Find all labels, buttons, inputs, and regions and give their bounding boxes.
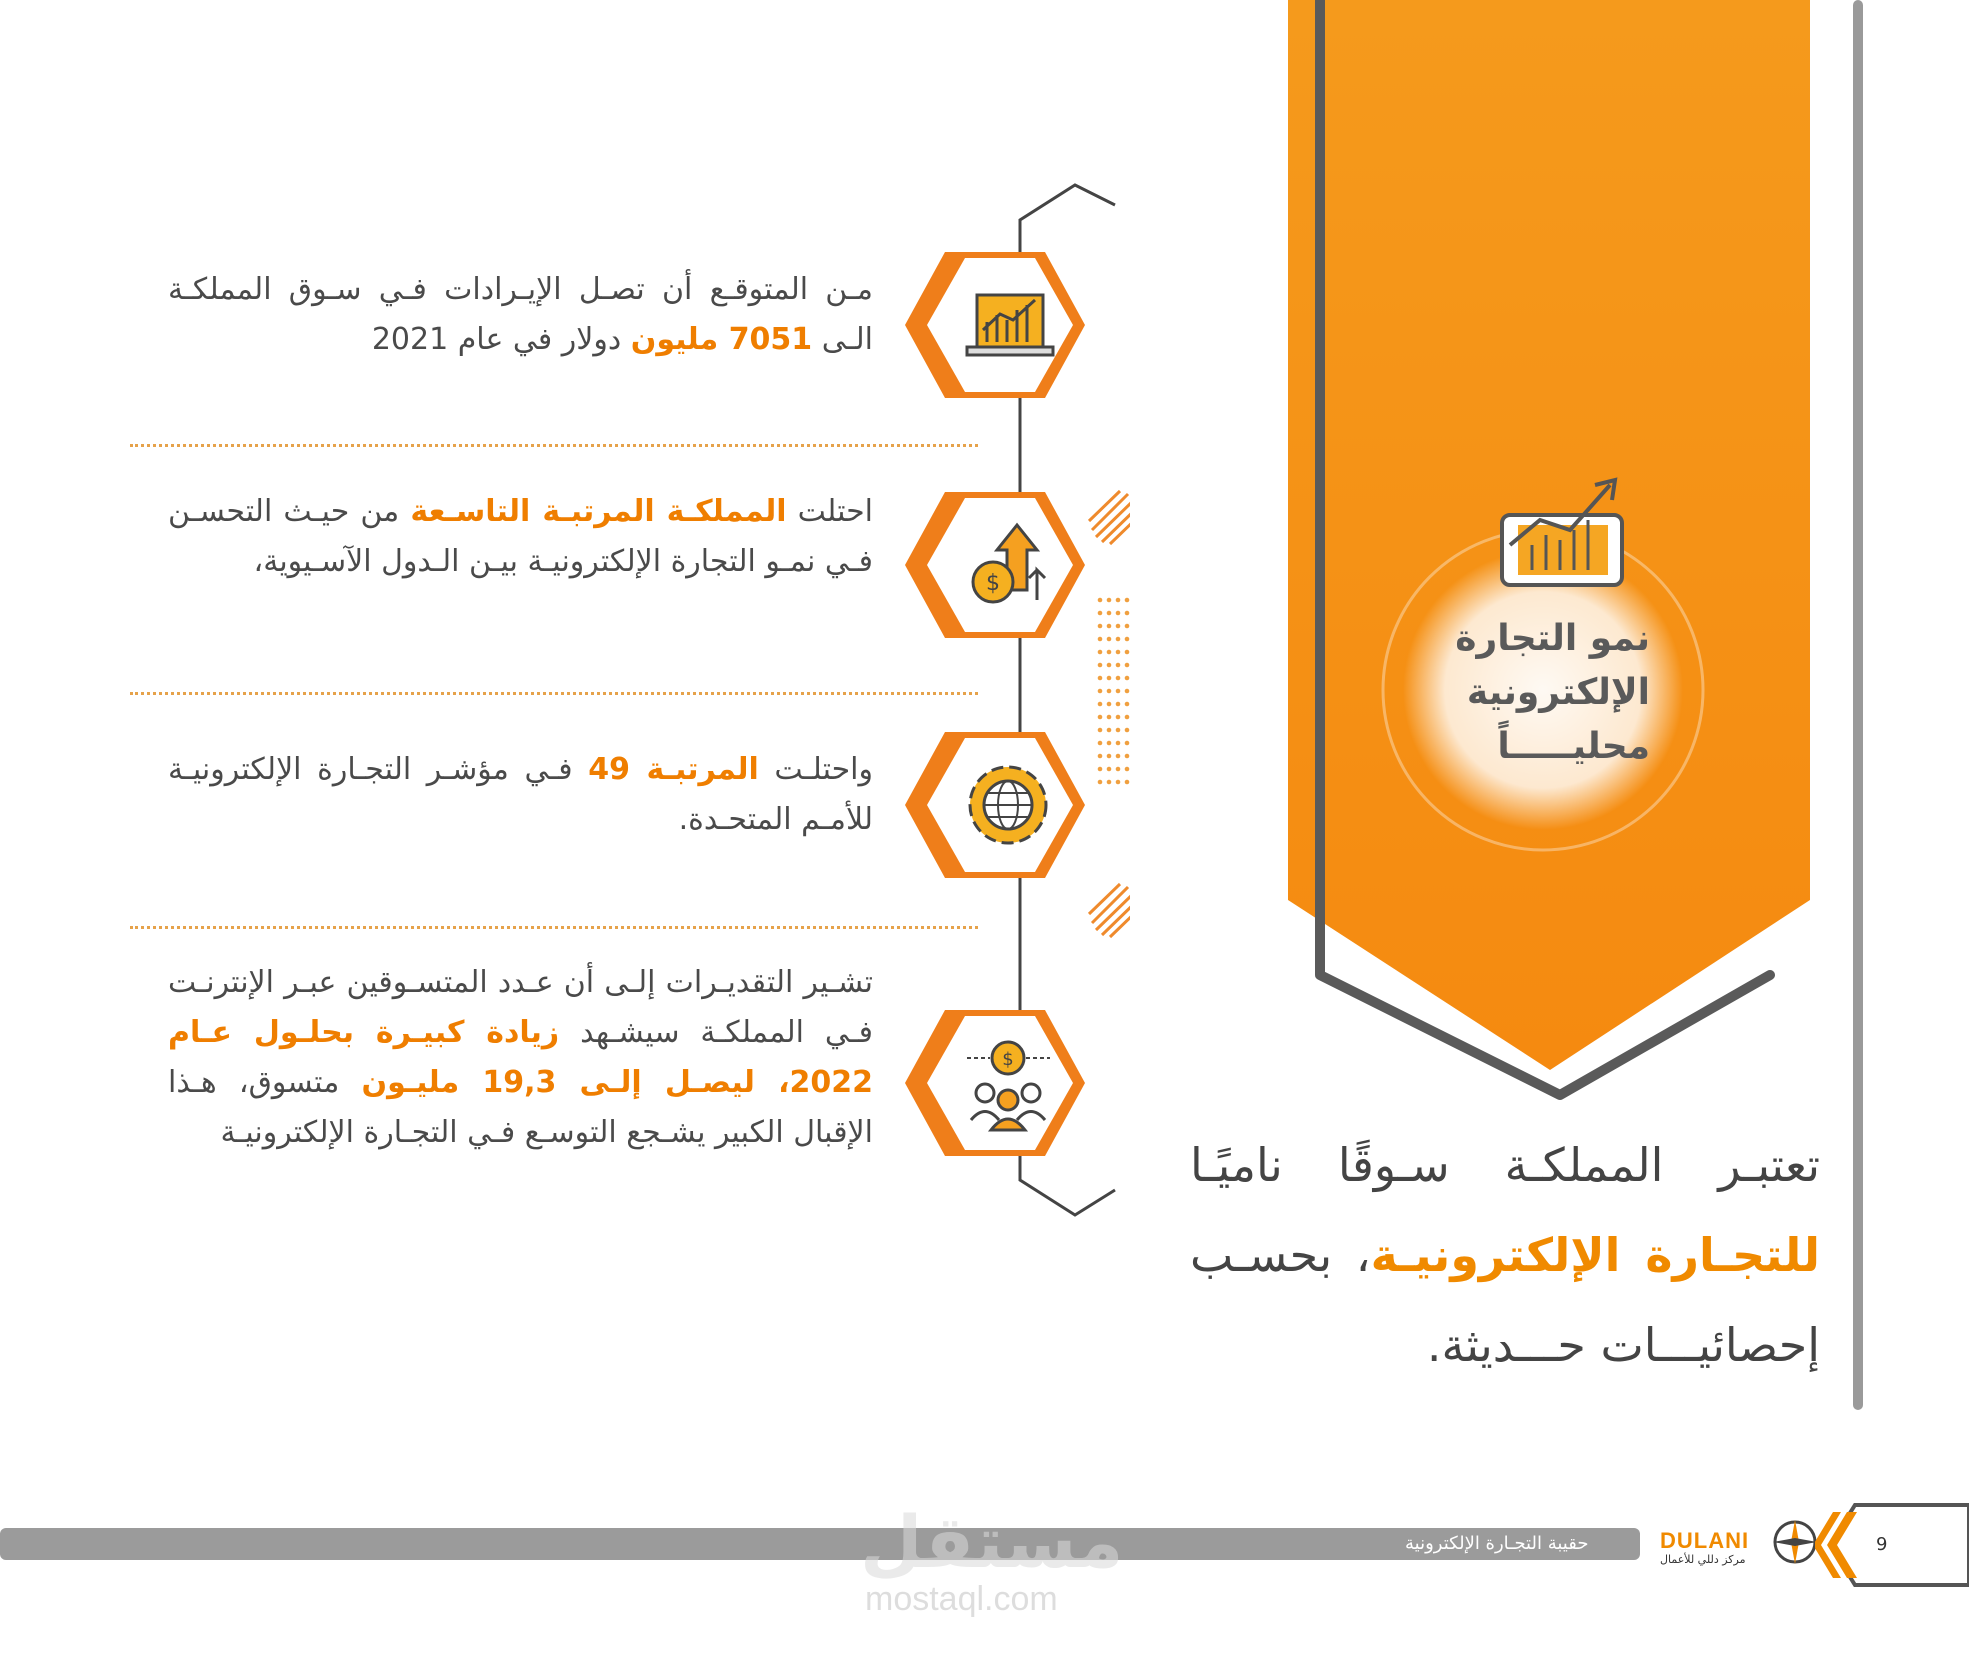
grid-dot (1116, 702, 1121, 707)
grid-dot (1125, 611, 1130, 616)
grid-dot (1116, 676, 1121, 681)
grid-dot (1107, 663, 1112, 668)
svg-text:$: $ (1002, 1049, 1014, 1070)
footer-logo-sub: مركز دللي للأعمال (1660, 1553, 1746, 1566)
stat-2 (168, 487, 873, 587)
grid-dot (1116, 650, 1121, 655)
grid-dot (1107, 754, 1112, 759)
grid-dot (1107, 767, 1112, 772)
divider-2 (130, 692, 978, 695)
intro-highlight: للتجـارة الإلكترونيـة (1370, 1228, 1820, 1282)
grid-dot (1116, 598, 1121, 603)
stat-1-highlight: 7051 مليون (630, 322, 813, 357)
grid-dot (1098, 780, 1103, 785)
page-number: 9 (1876, 1534, 1888, 1555)
stat-2-before: احتلت (786, 494, 873, 529)
grid-dot (1098, 741, 1103, 746)
grid-dot (1107, 624, 1112, 629)
grid-dot (1125, 624, 1130, 629)
stat-3-highlight: المرتبـة 49 (588, 752, 759, 787)
grid-dot (1125, 689, 1130, 694)
grid-dot (1098, 663, 1103, 668)
grid-dot (1116, 624, 1121, 629)
grid-dot (1098, 624, 1103, 629)
grid-dot (1125, 741, 1130, 746)
hex-icon-2 (905, 490, 1090, 640)
grid-dot (1107, 780, 1112, 785)
grid-dot (1098, 754, 1103, 759)
globe-gear-icon (970, 767, 1046, 843)
svg-text:$: $ (986, 571, 1000, 596)
grid-dot (1116, 767, 1121, 772)
grid-dot (1107, 598, 1112, 603)
page-number-badge (1815, 1500, 1969, 1590)
right-border-bar (1853, 0, 1863, 1410)
hex-icon-3 (905, 730, 1090, 880)
stat-1-after: دولار في عام 2021 (371, 322, 631, 357)
grid-dot (1116, 663, 1121, 668)
grid-dot (1125, 663, 1130, 668)
watermark-arabic: مستقل (860, 1500, 1124, 1584)
grid-dot (1116, 741, 1121, 746)
grid-dot (1125, 780, 1130, 785)
stat-4-before: تشـير التقديـرات إلـى أن عـدد المتسـوقين عبـر الإنترنـت فـي المملكـة سيشـهد (168, 965, 873, 1050)
grid-dot (1098, 728, 1103, 733)
divider-3 (130, 926, 978, 929)
stat-3-after: فـي مؤشـر التجـارة الإلكترونيـة للأمـم المتحـدة. (168, 752, 873, 837)
compass-logo-icon (1770, 1512, 1820, 1572)
grid-dot (1116, 611, 1121, 616)
grid-dot (1125, 637, 1130, 642)
grid-dot (1107, 650, 1112, 655)
divider-1 (130, 444, 978, 447)
stat-4-after: متسوق، هـذا الإقبال الكبير يشـجع التوسـع فـي التجـارة الإلكترونيـة (168, 1065, 873, 1150)
stat-2-highlight: المملكـة المرتبـة التاسـعة (410, 494, 787, 529)
grid-dot (1125, 702, 1130, 707)
grid-dot (1125, 754, 1130, 759)
stat-4 (168, 958, 873, 1158)
grid-dot (1107, 611, 1112, 616)
stat-1 (168, 265, 873, 365)
banner-title-line1: نمو التجارة (1455, 618, 1650, 659)
orange-banner (1270, 0, 1830, 1110)
stat-2-after: من حيـث التحسـن فـي نمـو التجارة الإلكترونيـة بيـن الـدول الآسـيوية، (168, 494, 873, 579)
grid-dot (1116, 637, 1121, 642)
dot-grid (1098, 598, 1130, 785)
stat-3 (168, 745, 873, 845)
grid-dot (1107, 689, 1112, 694)
banner-title-line3: محليـــــاً (1497, 726, 1650, 767)
stat-4-highlight: زيادة كبيـرة بحلـول عـام 2022، ليصـل إلـى 19,3 مليـون (168, 1015, 873, 1100)
intro-text-before: تعتبـر المملكـة سـوقًا ناميًـا (1190, 1138, 1820, 1192)
grid-dot (1116, 780, 1121, 785)
grid-dot (1098, 598, 1103, 603)
grid-dot (1116, 754, 1121, 759)
grid-dot (1116, 689, 1121, 694)
grid-dot (1116, 715, 1121, 720)
hex-icon-1 (905, 250, 1090, 400)
grid-dot (1125, 715, 1130, 720)
intro-paragraph (1190, 1120, 1820, 1390)
hatched-circle-1 (1088, 491, 1130, 545)
grid-dot (1125, 676, 1130, 681)
laptop-chart-icon (967, 295, 1053, 355)
stat-3-before: واحتلـت (758, 752, 873, 787)
grid-dot (1098, 689, 1103, 694)
grid-dot (1107, 702, 1112, 707)
banner-title (1380, 612, 1650, 774)
footer-logo: DULANI (1660, 1528, 1750, 1553)
stat-1-before: مـن المتوقـع أن تصـل الإيـرادات فـي سـوق المملكـة الـى (168, 272, 873, 357)
intro-text-after: ، بحسـب إحصائيـــات حـــديثة. (1190, 1228, 1820, 1372)
footer-title: حقيبة التجـارة الإلكترونية (1405, 1533, 1589, 1554)
grid-dot (1107, 676, 1112, 681)
footer-bar (0, 1528, 1640, 1560)
grid-dot (1098, 611, 1103, 616)
grid-dot (1107, 728, 1112, 733)
hex-icon-4 (905, 1008, 1090, 1158)
banner-title-line2: الإلكترونية (1466, 672, 1650, 713)
grid-dot (1107, 715, 1112, 720)
grid-dot (1116, 728, 1121, 733)
watermark-latin: mostaql.com (865, 1580, 1058, 1618)
grid-dot (1107, 637, 1112, 642)
grid-dot (1125, 728, 1130, 733)
grid-dot (1107, 741, 1112, 746)
grid-dot (1125, 650, 1130, 655)
grid-dot (1098, 767, 1103, 772)
grid-dot (1125, 598, 1130, 603)
grid-dot (1098, 702, 1103, 707)
grid-dot (1098, 676, 1103, 681)
hatched-circle-2 (1089, 884, 1130, 937)
grid-dot (1098, 650, 1103, 655)
grid-dot (1098, 715, 1103, 720)
grid-dot (1098, 637, 1103, 642)
grid-dot (1125, 767, 1130, 772)
